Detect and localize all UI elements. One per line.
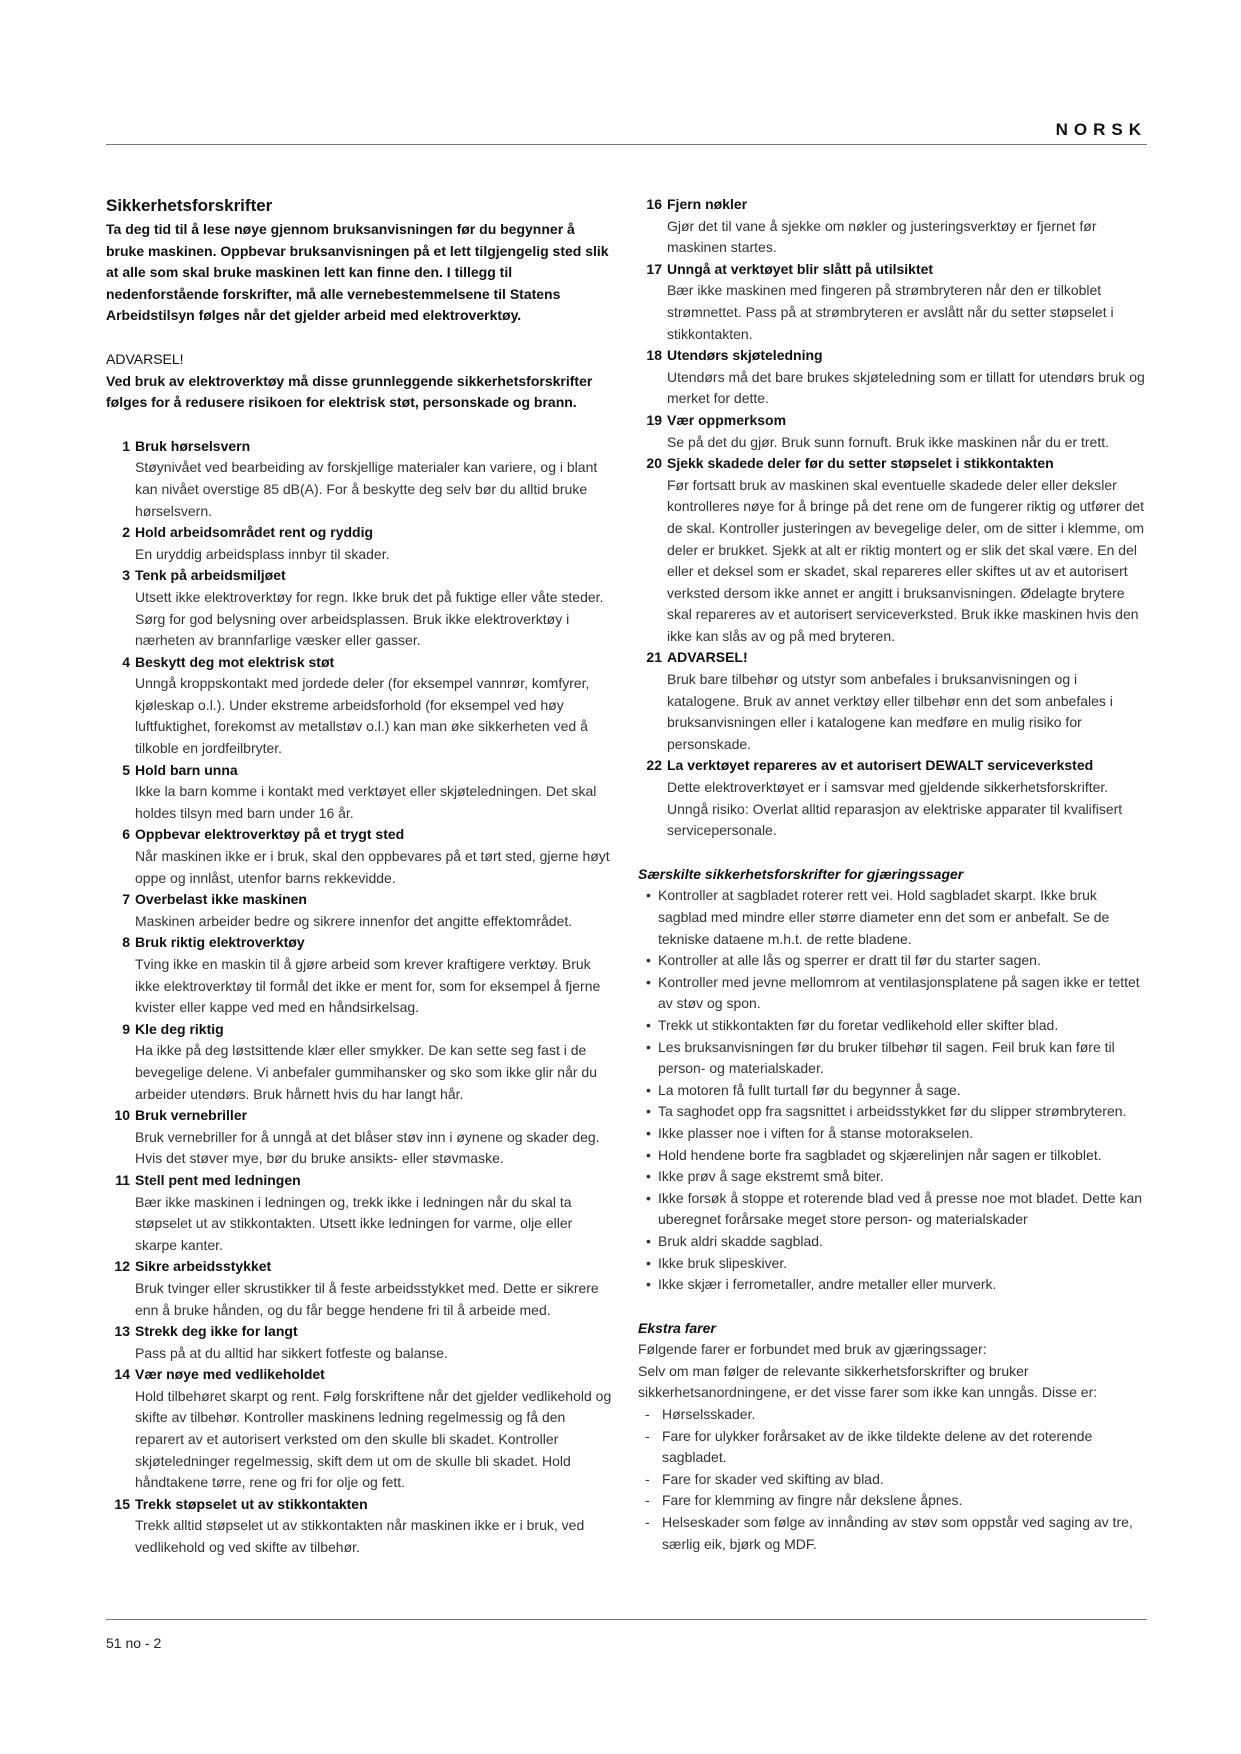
rule-item (106, 522, 616, 565)
footer-divider (106, 1619, 1147, 1620)
rule-text: Bær ikke maskinen med fingeren på strømbryteren når den er tilkoblet strømnettet. Pass på at strømbryteren er avslått når du setter støpselet i stikkontakten. (667, 282, 1114, 342)
rule-item (106, 760, 616, 825)
rule-title: Kle deg riktig (135, 1020, 224, 1037)
rule-title: La verktøyet repareres av et autorisert DEWALT serviceverksted (667, 757, 1094, 774)
rule-item (638, 410, 1148, 453)
rule-number: 1 (122, 437, 130, 454)
rule-title: Bruk hørselsvern (135, 437, 251, 454)
rule-title: Overbelast ikke maskinen (135, 891, 307, 908)
rule-item (106, 436, 616, 522)
rule-item (638, 453, 1148, 647)
rule-title: Oppbevar elektroverktøy på et trygt sted (135, 826, 405, 843)
rule-text: Maskinen arbeider bedre og sikrere innenfor det angitte effektområdet. (135, 912, 573, 929)
rule-number: 11 (115, 1171, 130, 1188)
rule-title: Strekk deg ikke for langt (135, 1323, 298, 1340)
rules-list-left (106, 436, 616, 1559)
rule-title: Hold arbeidsområdet rent og ryddig (135, 524, 374, 541)
rule-text: Bruk vernebriller for å unngå at det blåser støv inn i øynene og skader deg. Hvis det støver mye, bør du bruke ansikts- eller støvmaske. (135, 1128, 600, 1167)
rule-item (106, 889, 616, 932)
rule-text: Pass på at du alltid har sikkert fotfeste og balanse. (135, 1344, 448, 1361)
list-item: • Kontroller at sagbladet roterer rett vei. Hold sagbladet skarpt. Ikke bruk sagblad med mindre eller større diameter enn det som er anbefalt. Se de tekniske dataene m.h.t. de rette bladene. (638, 885, 1148, 950)
list-item: • Ikke bruk slipeskiver. (638, 1253, 1148, 1275)
rule-number: 3 (122, 567, 130, 584)
rule-item (638, 647, 1148, 755)
rule-text: Se på det du gjør. Bruk sunn fornuft. Bruk ikke maskinen når du er trett. (667, 433, 1109, 450)
list-item: - Fare for klemming av fingre når dekslene åpnes. (638, 1490, 1148, 1512)
rule-item (106, 1321, 616, 1364)
rule-text: Tving ikke en maskin til å gjøre arbeid som krever kraftigere verktøy. Bruk ikke elektroverktøy til formål det ikke er ment for, som for eksempel å fjerne kvister eller kappe ved med en håndsirkelsag. (135, 956, 601, 1016)
rule-title: Tenk på arbeidsmiljøet (135, 567, 286, 584)
mitre-saw-list (638, 885, 1148, 1295)
list-item: • Hold hendene borte fra sagbladet og skjærelinjen når sagen er tilkoblet. (638, 1145, 1148, 1167)
rule-text: Dette elektroverktøyet er i samsvar med gjeldende sikkerhetsforskrifter. Unngå risiko: Overlat alltid reparasjon av elektriske apparater til kvalifisert servicepersonale. (667, 779, 1123, 839)
rule-text: Bær ikke maskinen i ledningen og, trekk ikke i ledningen når du skal ta støpselet ut av stikkontakten. Utsett ikke ledningen for varme, olje eller skarpe kanter. (135, 1193, 573, 1253)
rule-text: Bruk bare tilbehør og utstyr som anbefales i bruksanvisningen og i katalogene. Bruk av annet verktøy eller tilbehør enn det som anbefales i bruksanvisningen eller i katalogene kan medføre en mulig risiko for personskade. (667, 671, 1113, 752)
right-column (638, 194, 1148, 1555)
list-item: • La motoren få fullt turtall før du begynner å sage. (638, 1080, 1148, 1102)
list-item: - Hørselsskader. (638, 1404, 1148, 1426)
rule-item (106, 1364, 616, 1494)
rule-title: Hold barn unna (135, 761, 238, 778)
rules-list-right (638, 194, 1148, 842)
rule-item (106, 1494, 616, 1559)
rule-item (638, 345, 1148, 410)
rule-text: Før fortsatt bruk av maskinen skal eventuelle skadede deler eller deksler kontrolleres nøye for å bringe på det rene om de fungerer riktig og utfører det de skal. Kontroller justeringen av bevegelige deler, om de sitter i klemme, om deler er brukket. Sjekk at alt er riktig montert og er slik det skal være. En del eller et deksel som er skadet, skal repareres eller skiftes ut av et autorisert verksted dersom ikke annet er angitt i bruksanvisningen. Ødelagte brytere skal repareres av et autorisert serviceverksted. Bruk ikke maskinen hvis den ikke kan slås av og på med bryteren. (667, 476, 1145, 644)
rule-title: ADVARSEL! (667, 649, 748, 666)
rule-title: Utendørs skjøteledning (667, 347, 823, 364)
list-item: - Fare for ulykker forårsaket av de ikke tildekte delene av det roterende sagbladet. (638, 1426, 1148, 1469)
list-item: • Les bruksanvisningen før du bruker tilbehør til sagen. Feil bruk kan føre til person- og materialskader. (638, 1037, 1148, 1080)
rule-number: 9 (122, 1020, 130, 1037)
extra-hazards-list (638, 1404, 1148, 1555)
rule-number: 6 (122, 826, 130, 843)
language-label: NORSK (1055, 120, 1147, 139)
extra-hazards-note: Selv om man følger de relevante sikkerhetsforskrifter og bruker sikkerhetsanordningene, er det visse farer som ikke kan unngås. Disse er: (638, 1362, 1098, 1401)
rule-title: Sjekk skadede deler før du setter støpselet i stikkontakten (667, 455, 1054, 472)
rule-number: 22 (646, 757, 662, 774)
warning-text: Ved bruk av elektroverktøy må disse grunnleggende sikkerhetsforskrifter følges for å redusere risikoen for elektrisk støt, personskade og brann. (106, 372, 593, 411)
list-item: - Helseskader som følge av innånding av støv som oppstår ved saging av tre, særlig eik, bjørk og MDF. (638, 1512, 1148, 1555)
rule-item (638, 194, 1148, 259)
header-divider (106, 144, 1147, 145)
extra-hazards-intro: Følgende farer er forbundet med bruk av gjæringssager: (638, 1341, 987, 1358)
warning-heading: ADVARSEL! (106, 350, 184, 367)
rule-number: 20 (646, 455, 662, 472)
rule-number: 19 (646, 411, 662, 428)
rule-text: Ha ikke på deg løstsittende klær eller smykker. De kan sette seg fast i de bevegelige delene. Vi anbefaler gummihansker og sko som ikke glir når du arbeider utendørs. Bruk hårnett hvis du har langt hår. (135, 1042, 598, 1102)
rule-number: 17 (646, 260, 662, 277)
list-item: • Ta saghodet opp fra sagsnittet i arbeidsstykket før du slipper strømbryteren. (638, 1101, 1148, 1123)
list-item: • Ikke skjær i ferrometaller, andre metaller eller murverk. (638, 1274, 1148, 1296)
rule-item (106, 565, 616, 651)
list-item: • Ikke prøv å sage ekstremt små biter. (638, 1166, 1148, 1188)
rule-item (106, 1105, 616, 1170)
rule-number: 10 (114, 1107, 130, 1124)
rule-title: Trekk støpselet ut av stikkontakten (135, 1495, 368, 1512)
rule-text: Unngå kroppskontakt med jordede deler (for eksempel vannrør, komfyrer, kjøleskap o.l.). Under ekstreme arbeidsforhold (for eksempel ved høy luftfuktighet, forekomst av metallstøv o.l.) kan man øke sikkerheten ved å tilkoble en jordfeilbryter. (135, 675, 590, 757)
rule-number: 14 (114, 1366, 130, 1383)
mitre-saw-title: Særskilte sikkerhetsforskrifter for gjæringssager (638, 865, 964, 882)
rule-number: 8 (122, 934, 130, 951)
rule-number: 15 (114, 1495, 130, 1512)
list-item: • Ikke plasser noe i viften for å stanse motorakselen. (638, 1123, 1148, 1145)
section-title: Sikkerhetsforskrifter (106, 196, 273, 215)
rule-number: 13 (114, 1323, 130, 1340)
list-item: - Fare for skader ved skifting av blad. (638, 1469, 1148, 1491)
rule-title: Vær nøye med vedlikeholdet (135, 1366, 325, 1383)
page-number: 51 no - 2 (106, 1635, 162, 1651)
rule-item (638, 259, 1148, 345)
rule-title: Bruk riktig elektroverktøy (135, 934, 305, 951)
left-column (106, 194, 616, 1559)
list-item: • Kontroller at alle lås og sperrer er dratt til før du starter sagen. (638, 950, 1148, 972)
rule-text: Hold tilbehøret skarpt og rent. Følg forskriftene når det gjelder vedlikehold og skifte av tilbehør. Kontroller maskinens ledning regelmessig og få den reparert av et autorisert verksted om den skulle bli skadet. Kontroller skjøteledninger regelmessig, skift dem ut om de skulle bli skadet. Hold håndtakene tørre, rene og fri for olje og fett. (135, 1387, 612, 1491)
extra-hazards-title: Ekstra farer (638, 1319, 716, 1336)
rule-item (106, 1019, 616, 1105)
list-item: • Kontroller med jevne mellomrom at ventilasjonsplatene på sagen ikke er tettet av støv og spon. (638, 972, 1148, 1015)
rule-title: Vær oppmerksom (667, 411, 787, 428)
rule-title: Bruk vernebriller (135, 1107, 248, 1124)
rule-text: Ikke la barn komme i kontakt med verktøyet eller skjøteledningen. Det skal holdes tilsyn med barn under 16 år. (135, 783, 597, 821)
rule-number: 4 (122, 653, 130, 670)
rule-title: Beskytt deg mot elektrisk støt (135, 653, 335, 670)
rule-number: 18 (646, 347, 662, 364)
rule-item (106, 652, 616, 760)
list-item: • Trekk ut stikkontakten før du foretar vedlikehold eller skifter blad. (638, 1015, 1148, 1037)
rule-text: Trekk alltid støpselet ut av stikkontakten når maskinen ikke er i bruk, ved vedlikehold og ved skifte av tilbehør. (135, 1517, 585, 1556)
rule-item (106, 932, 616, 1018)
rule-title: Unngå at verktøyet blir slått på utilsiktet (667, 260, 934, 277)
list-item: • Ikke forsøk å stoppe et roterende blad ved å presse noe mot bladet. Dette kan uberegnet forårsake meget store person- og materialskader (638, 1188, 1148, 1231)
rule-number: 21 (646, 649, 662, 666)
rule-text: Gjør det til vane å sjekke om nøkler og justeringsverktøy er fjernet før maskinen startes. (667, 217, 1097, 256)
rule-item (106, 1256, 616, 1321)
rule-item (638, 755, 1148, 841)
rule-number: 5 (122, 761, 130, 778)
rule-text: Når maskinen ikke er i bruk, skal den oppbevares på et tørt sted, gjerne høyt oppe og innlåst, utenfor barns rekkevidde. (135, 848, 610, 886)
rule-item (106, 824, 616, 889)
rule-text: En uryddig arbeidsplass innbyr til skader. (135, 545, 390, 562)
rule-title: Fjern nøkler (667, 196, 748, 212)
rule-number: 7 (122, 891, 130, 908)
rule-number: 16 (646, 196, 662, 212)
rule-title: Sikre arbeidsstykket (135, 1258, 272, 1275)
rule-text: Utendørs må det bare brukes skjøteledning som er tillatt for utendørs bruk og merket for dette. (667, 368, 1145, 407)
rule-number: 12 (114, 1258, 130, 1275)
intro-paragraph: Ta deg tid til å lese nøye gjennom bruksanvisningen før du begynner å bruke maskinen. Oppbevar bruksanvisningen på et lett tilgjengelig sted slik at alle som skal bruke maskinen lett kan finne den. I tillegg til nedenforstående forskrifter, må alle vernebestemmelsene til Statens Arbeidstilsyn følges når det gjelder arbeid med elektroverktøy. (106, 221, 609, 324)
rule-text: Støynivået ved bearbeiding av forskjellige materialer kan variere, og i blant kan nivået overstige 85 dB(A). For å beskytte deg selv bør du alltid bruke hørselsvern. (135, 459, 598, 519)
list-item: • Bruk aldri skadde sagblad. (638, 1231, 1148, 1253)
rule-title: Stell pent med ledningen (135, 1171, 301, 1188)
rule-text: Utsett ikke elektroverktøy for regn. Ikke bruk det på fuktige eller våte steder. Sørg for god belysning over arbeidsplassen. Bruk ikke elektroverktøy i nærheten av brannfarlige væsker eller gasser. (135, 588, 604, 649)
rule-text: Bruk tvinger eller skrustikker til å feste arbeidsstykket med. Dette er sikrere enn å bruke hånden, og du får begge hendene fri til å arbeide med. (135, 1279, 599, 1318)
rule-number: 2 (122, 524, 130, 541)
rule-item (106, 1170, 616, 1256)
